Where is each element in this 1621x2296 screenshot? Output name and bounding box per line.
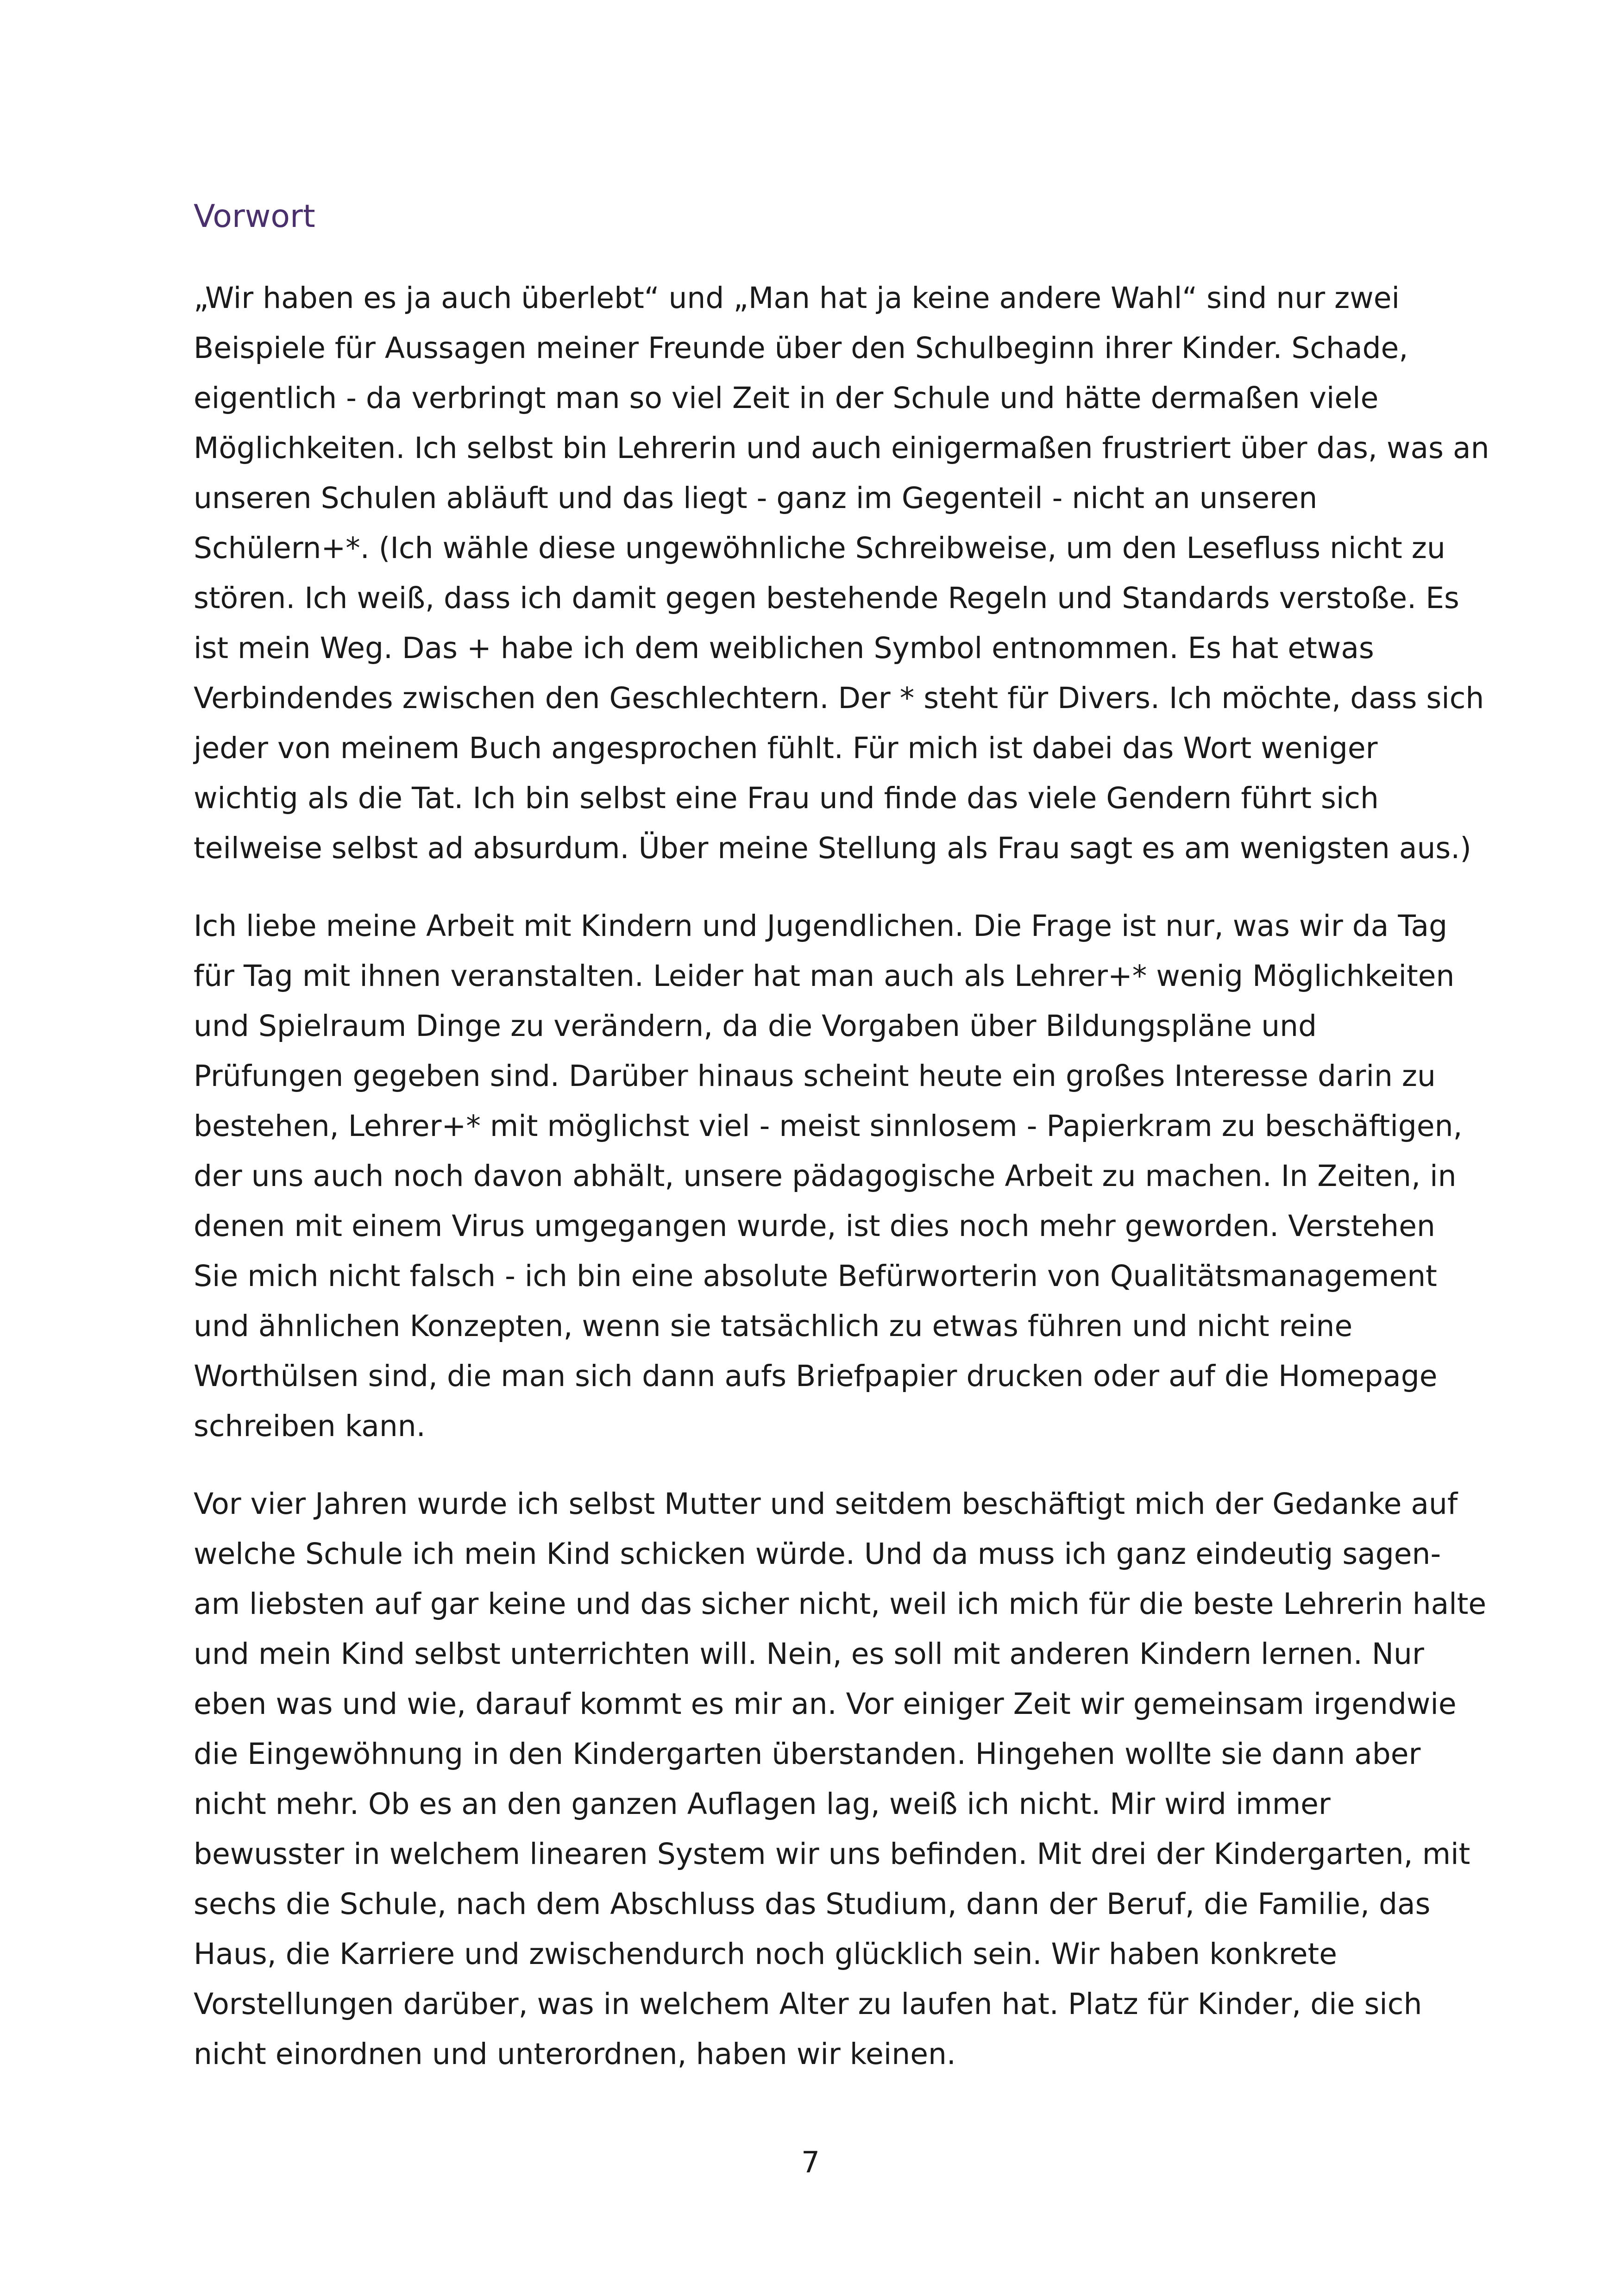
text-line: Verbindendes zwischen den Geschlechtern. Der * steht für Divers. Ich möchte, dass sich [194,681,1484,715]
text-line: der uns auch noch davon abhält, unsere pädagogische Arbeit zu machen. In Zeiten, in [194,1159,1457,1193]
page-number: 7 [801,2145,820,2179]
text-line: nicht einordnen und unterordnen, haben wir keinen. [194,2037,956,2071]
text-line: am liebsten auf gar keine und das sicher nicht, weil ich mich für die beste Lehrerin halte [194,1587,1487,1621]
text-line: sechs die Schule, nach dem Abschluss das Studium, dann der Beruf, die Familie, das [194,1887,1431,1921]
text-line: und mein Kind selbst unterrichten will. Nein, es soll mit anderen Kindern lernen. Nur [194,1637,1424,1671]
text-line: die Eingewöhnung in den Kindergarten überstanden. Hingehen wollte sie dann aber [194,1737,1421,1771]
paragraph [194,1479,1487,2079]
text-line: Ich liebe meine Arbeit mit Kindern und Jugendlichen. Die Frage ist nur, was wir da Tag [194,909,1448,943]
text-line: Vor vier Jahren wurde ich selbst Mutter und seitdem beschäftigt mich der Gedanke auf [194,1487,1458,1521]
text-line: schreiben kann. [194,1409,426,1443]
text-line: Prüfungen gegeben sind. Darüber hinaus scheint heute ein großes Interesse darin zu [194,1059,1436,1093]
text-line: welche Schule ich mein Kind schicken würde. Und da muss ich ganz eindeutig sagen- [194,1537,1441,1571]
text-line: Vorstellungen darüber, was in welchem Alter zu laufen hat. Platz für Kinder, die sich [194,1987,1422,2021]
text-line: nicht mehr. Ob es an den ganzen Auflagen lag, weiß ich nicht. Mir wird immer [194,1787,1331,1821]
text-line: bewusster in welchem linearen System wir uns befinden. Mit drei der Kindergarten, mit [194,1837,1470,1871]
text-line: denen mit einem Virus umgegangen wurde, ist dies noch mehr geworden. Verstehen [194,1209,1435,1243]
text-line: und Spielraum Dinge zu verändern, da die Vorgaben über Bildungspläne und [194,1009,1317,1043]
page-title: Vorwort [194,198,315,235]
body-text [194,273,1489,2107]
text-line: unseren Schulen abläuft und das liegt - ganz im Gegenteil - nicht an unseren [194,481,1318,515]
text-line: Schülern+*. (Ich wähle diese ungewöhnliche Schreibweise, um den Lesefluss nicht zu [194,531,1445,565]
text-line: Haus, die Karriere und zwischendurch noch glücklich sein. Wir haben konkrete [194,1937,1337,1971]
text-line: Beispiele für Aussagen meiner Freunde über den Schulbeginn ihrer Kinder. Schade, [194,331,1408,365]
text-line: stören. Ich weiß, dass ich damit gegen bestehende Regeln und Standards verstoße. Es [194,581,1459,615]
text-line: Sie mich nicht falsch - ich bin eine absolute Befürworterin von Qualitätsmanagement [194,1259,1437,1293]
text-line: bestehen, Lehrer+* mit möglichst viel - meist sinnlosem - Papierkram zu beschäftigen, [194,1109,1463,1143]
text-line: teilweise selbst ad absurdum. Über meine Stellung als Frau sagt es am wenigsten aus.) [194,831,1471,865]
text-line: ist mein Weg. Das + habe ich dem weiblichen Symbol entnommen. Es hat etwas [194,631,1374,665]
text-line: Worthülsen sind, die man sich dann aufs Briefpapier drucken oder auf die Homepage [194,1359,1438,1393]
text-line: für Tag mit ihnen veranstalten. Leider hat man auch als Lehrer+* wenig Möglichkeiten [194,959,1455,993]
text-line: wichtig als die Tat. Ich bin selbst eine Frau und finde das viele Gendern führt sich [194,781,1379,815]
text-line: jeder von meinem Buch angesprochen fühlt. Für mich ist dabei das Wort weniger [194,731,1378,765]
text-line: „Wir haben es ja auch überlebt“ und „Man hat ja keine andere Wahl“ sind nur zwei [194,281,1400,315]
paragraph [194,273,1489,873]
text-line: und ähnlichen Konzepten, wenn sie tatsächlich zu etwas führen und nicht reine [194,1309,1353,1343]
text-line: eigentlich - da verbringt man so viel Zeit in der Schule und hätte dermaßen viele [194,381,1379,415]
text-line: Möglichkeiten. Ich selbst bin Lehrerin und auch einigermaßen frustriert über das, was an [194,431,1489,465]
text-line: eben was und wie, darauf kommt es mir an. Vor einiger Zeit wir gemeinsam irgendwie [194,1687,1457,1721]
paragraph [194,901,1463,1451]
